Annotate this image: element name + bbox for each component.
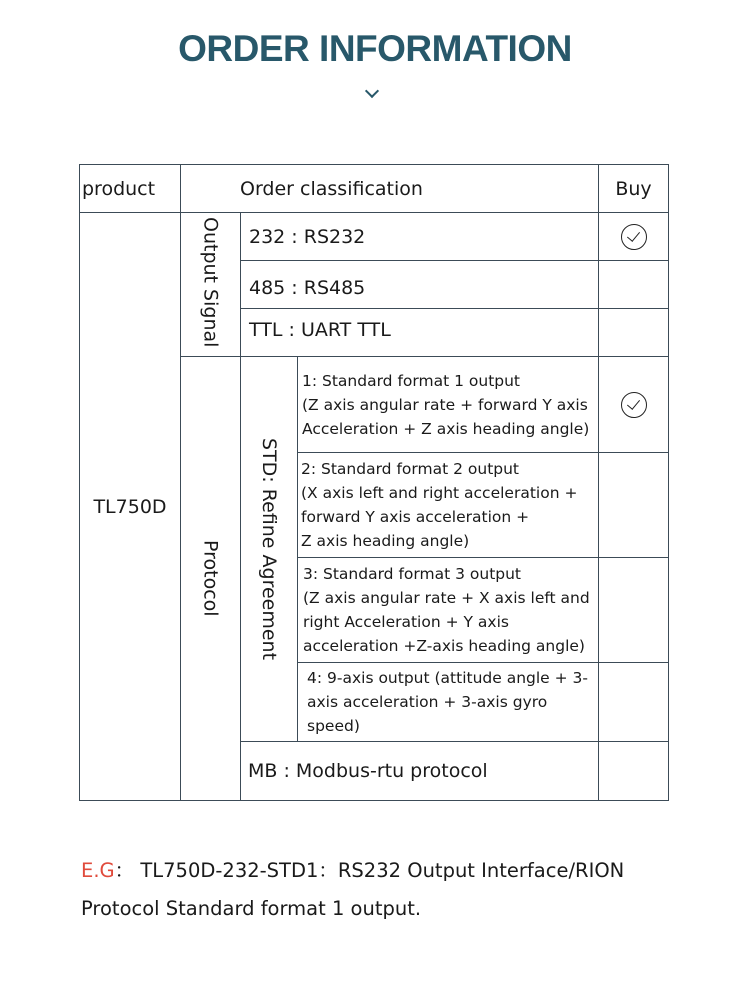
example-prefix: E.G [81, 859, 115, 882]
product-cell: TL750D [79, 212, 181, 801]
buy-cell[interactable] [598, 212, 669, 261]
header-classification: Order classification [180, 164, 599, 213]
buy-cell[interactable] [598, 308, 669, 357]
header-product: product [79, 164, 181, 213]
std-format-option: 1: Standard format 1 output (Z axis angular rate + forward Y axis Acceleration + Z axis heading angle) [297, 356, 599, 453]
example-text [81, 852, 661, 928]
buy-cell[interactable] [598, 356, 669, 453]
buy-cell[interactable] [598, 662, 669, 742]
example-body: TL750D-232-STD1：RS232 Output Interface/RION Protocol Standard format 1 output. [81, 859, 625, 920]
header-buy: Buy [598, 164, 669, 213]
page-title: ORDER INFORMATION [178, 28, 572, 69]
buy-cell[interactable] [598, 557, 669, 663]
mb-option: MB : Modbus-rtu protocol [240, 741, 599, 801]
buy-cell[interactable] [598, 260, 669, 309]
signal-option: TTL : UART TTL [240, 308, 599, 357]
check-circle-icon [621, 392, 647, 418]
chevron-down-icon[interactable] [365, 84, 379, 98]
signal-option: 232 : RS232 [240, 212, 599, 261]
output-signal-label: Output Signal [180, 212, 241, 357]
std-label: STD: Refine Agreement [240, 356, 298, 742]
buy-cell[interactable] [598, 741, 669, 801]
protocol-label: Protocol [180, 356, 241, 801]
example-colon: ： [114, 859, 135, 882]
buy-cell[interactable] [598, 452, 669, 558]
std-format-option: 4: 9-axis output (attitude angle + 3-axis acceleration + 3-axis gyro speed) [297, 662, 599, 742]
signal-option: 485 : RS485 [240, 260, 599, 309]
std-format-option: 3: Standard format 3 output (Z axis angular rate + X axis left and right Acceleration + Y axis acceleration +Z-axis heading angle) [297, 557, 599, 663]
std-format-option: 2: Standard format 2 output (X axis left and right acceleration + forward Y axis acceleration + Z axis heading angle) [297, 452, 599, 558]
check-circle-icon [621, 224, 647, 250]
